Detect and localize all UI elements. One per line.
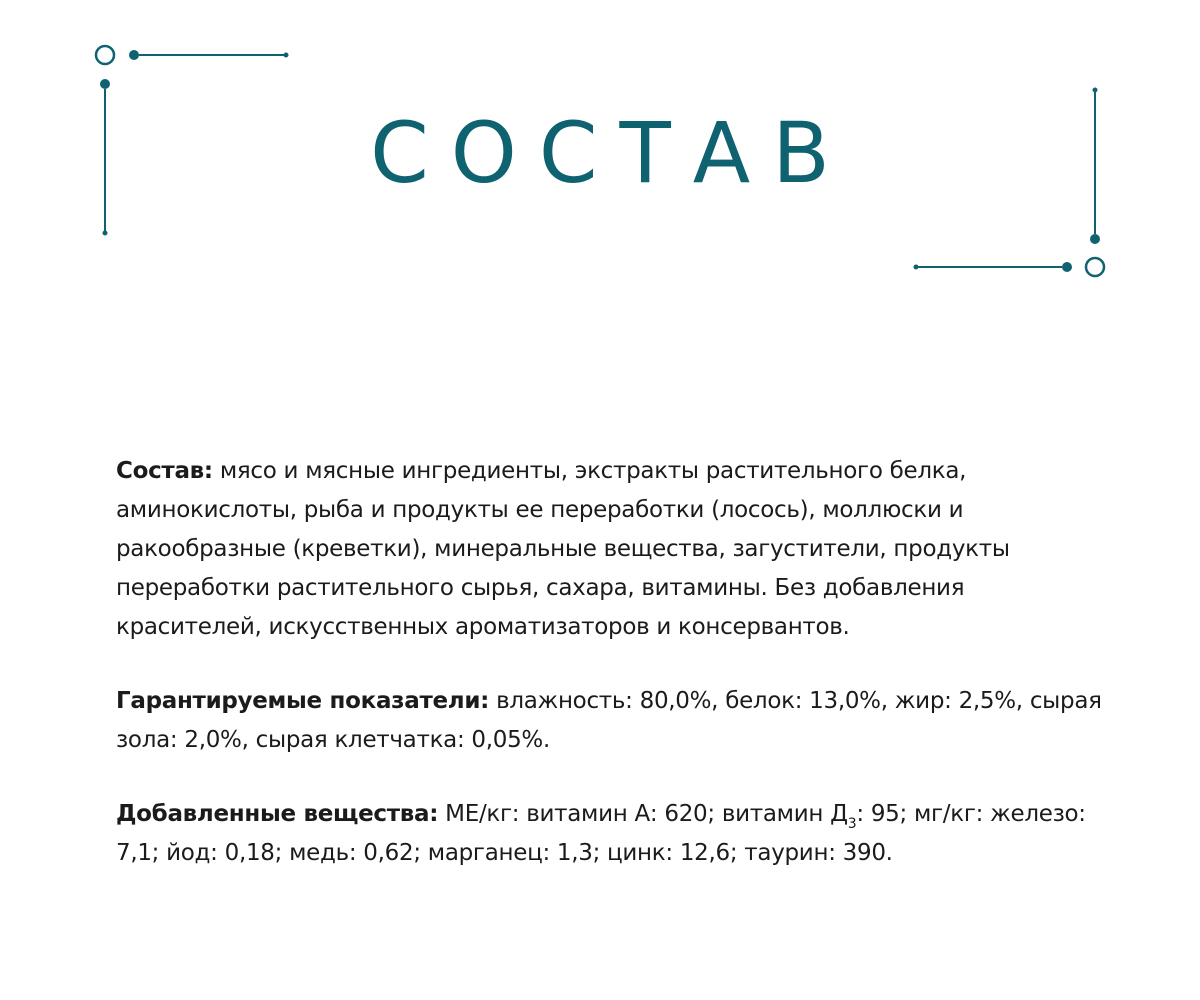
page-title: СОСТАВ [370, 104, 852, 202]
guaranteed-text: влажность: 80,0%, белок: 13,0%, жир: 2,5%, сырая зола: 2,0%, сырая клетчатка: 0,05%. [116, 688, 1102, 753]
additives-label: Добавленные вещества: [116, 801, 439, 827]
additives-text-before: МЕ/кг: витамин А: 620; витамин [438, 801, 831, 827]
line-end-dot [1093, 88, 1098, 93]
ring-icon [96, 46, 114, 64]
line-end-dot [284, 53, 289, 58]
composition-label: Состав: [116, 458, 213, 484]
guaranteed-label: Гарантируемые показатели: [116, 688, 490, 714]
composition-content [116, 452, 1116, 873]
composition-paragraph [116, 452, 1116, 647]
vitamin-d-letter: Д [830, 801, 848, 827]
dot-icon [1062, 262, 1072, 272]
dot-icon [1090, 234, 1100, 244]
ring-icon [1086, 258, 1104, 276]
additives-text-after: : 95; мг/кг: железо: 7,1; йод: 0,18; медь: 0,62; марганец: 1,3; цинк: 12,6; таурин: 390. [116, 801, 1086, 866]
guaranteed-paragraph [116, 682, 1116, 760]
composition-text: мясо и мясные ингредиенты, экстракты растительного белка, аминокислоты, рыба и продукты ее переработки (лосось), моллюски и ракообразные (креветки), минеральные вещества, загустители, продукты переработки растительного сырья, сахара, витамины. Без добавления красителей, искусственных ароматизаторов и консервантов. [116, 458, 1010, 640]
dot-icon [129, 50, 139, 60]
line-end-dot [103, 231, 108, 236]
additives-paragraph [116, 795, 1116, 873]
vitamin-d-subscript: 3 [847, 816, 857, 832]
line-end-dot [914, 265, 919, 270]
dot-icon [100, 79, 110, 89]
